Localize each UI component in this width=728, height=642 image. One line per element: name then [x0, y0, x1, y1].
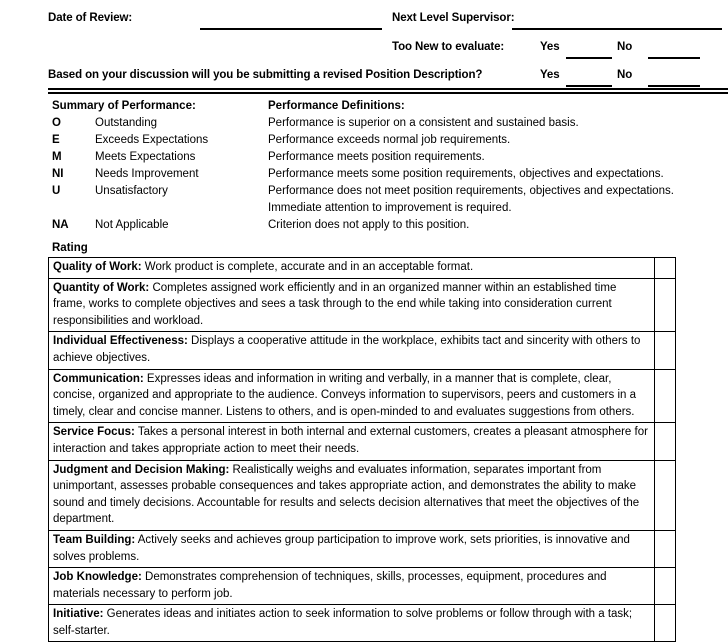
- definition-term: Outstanding: [95, 117, 158, 129]
- criterion-cell: [49, 278, 655, 332]
- criterion-title: Individual Effectiveness:: [53, 335, 188, 348]
- definition-row: [0, 168, 728, 185]
- too-new-yes-checkbox-line[interactable]: [566, 57, 612, 59]
- criterion-cell: [49, 258, 655, 279]
- criterion-cell: [49, 369, 655, 423]
- criterion-title: Quantity of Work:: [53, 281, 150, 294]
- definitions-header-row: [0, 100, 728, 117]
- definition-row: [0, 185, 728, 202]
- criterion-text: Takes a personal interest in both internal and external customers, creates a pleasant atmosphere for interaction and takes appropriate action to meet their needs.: [53, 426, 648, 455]
- definition-description: Immediate attention to improvement is required.: [268, 202, 512, 214]
- definition-term: Exceeds Expectations: [95, 134, 209, 146]
- criterion-text: Displays a cooperative attitude in the workplace, exhibits tact and sincerity with others to achieve objectives.: [53, 335, 641, 364]
- table-row: [49, 369, 676, 423]
- table-row: [49, 460, 676, 530]
- definition-description: Performance is superior on a consistent and sustained basis.: [268, 117, 579, 129]
- table-row: [49, 530, 676, 567]
- too-new-to-evaluate-label: Too New to evaluate:: [392, 41, 505, 53]
- criterion-score-cell[interactable]: [655, 530, 676, 567]
- criterion-title: Service Focus:: [53, 426, 135, 439]
- criterion-text: Realistically weighs and evaluates information, separates important from unimportant, assesses probable consequences and takes appropriate action, and demonstrates the ability to make sound and timely decisions. Accountable for results and selects decision alternatives that meet the objectives of the department.: [53, 463, 640, 526]
- next-level-supervisor-input-line[interactable]: [512, 28, 722, 30]
- definition-abbr: O: [52, 117, 61, 129]
- criterion-title: Job Knowledge:: [53, 571, 142, 584]
- definition-abbr: NA: [52, 219, 69, 231]
- definition-term: Unsatisfactory: [95, 185, 168, 197]
- criterion-score-cell[interactable]: [655, 568, 676, 605]
- date-of-review-label: Date of Review:: [48, 12, 133, 24]
- definition-abbr: U: [52, 185, 61, 197]
- rating-section-label: Rating: [52, 242, 88, 254]
- performance-definitions-heading: Performance Definitions:: [268, 100, 405, 112]
- divider-line-bottom: [48, 92, 728, 94]
- criterion-score-cell[interactable]: [655, 369, 676, 423]
- criterion-score-cell[interactable]: [655, 423, 676, 460]
- definition-abbr: E: [52, 134, 60, 146]
- criterion-text: Work product is complete, accurate and in an acceptable format.: [141, 261, 474, 273]
- definition-row: [0, 117, 728, 134]
- criterion-score-cell[interactable]: [655, 278, 676, 332]
- criterion-title: Quality of Work:: [53, 261, 142, 273]
- rating-table-body: [49, 258, 676, 642]
- definition-abbr: M: [52, 151, 62, 163]
- definition-description: Criterion does not apply to this position.: [268, 219, 470, 231]
- definition-row: [0, 134, 728, 151]
- table-row: [49, 605, 676, 642]
- criterion-title: Communication:: [53, 372, 144, 385]
- too-new-no-checkbox-line[interactable]: [648, 57, 700, 59]
- too-new-no-label: No: [617, 41, 633, 53]
- table-row: [49, 568, 676, 605]
- criterion-title: Initiative:: [53, 608, 104, 621]
- criterion-cell: [49, 332, 655, 369]
- definition-row: [0, 219, 728, 236]
- date-of-review-input-line[interactable]: [200, 28, 382, 30]
- criterion-cell: [49, 605, 655, 642]
- table-row: [49, 423, 676, 460]
- definition-term: Not Applicable: [95, 219, 169, 231]
- criterion-cell: [49, 568, 655, 605]
- next-level-supervisor-label: Next Level Supervisor:: [392, 12, 515, 24]
- criterion-text: Expresses ideas and information in writing and verbally, in a manner that is complete, clear, concise, organized and appropriate to the audience. Conveys information to supervisors, peers and customers in a timely, clear and concise manner. Listens to others, and is open-minded to and evaluates suggestions from others.: [53, 372, 636, 418]
- criterion-cell: [49, 460, 655, 530]
- criterion-text: Actively seeks and achieves group participation to improve work, sets priorities, is innovative and solves problems.: [53, 533, 630, 563]
- form-header: [0, 0, 728, 88]
- criterion-cell: [49, 423, 655, 460]
- performance-definitions-section: [0, 100, 728, 236]
- criterion-text: Demonstrates comprehension of techniques, skills, processes, equipment, procedures and materials necessary to perform job.: [53, 571, 607, 600]
- rating-criteria-table: [48, 257, 676, 642]
- table-row: [49, 278, 676, 332]
- criterion-title: Judgment and Decision Making:: [53, 463, 230, 476]
- revised-position-description-question: Based on your discussion will you be submitting a revised Position Description?: [48, 69, 483, 81]
- definition-description: Performance does not meet position requirements, objectives and expectations.: [268, 185, 674, 197]
- definition-term: Meets Expectations: [95, 151, 196, 163]
- definition-row-continuation: [0, 202, 728, 219]
- revised-pd-no-label: No: [617, 69, 633, 81]
- criterion-score-cell[interactable]: [655, 605, 676, 642]
- revised-pd-yes-checkbox-line[interactable]: [566, 85, 612, 87]
- summary-of-performance-heading: Summary of Performance:: [52, 100, 196, 112]
- criterion-score-cell[interactable]: [655, 258, 676, 279]
- criterion-score-cell[interactable]: [655, 332, 676, 369]
- criterion-title: Team Building:: [53, 533, 136, 546]
- criterion-text: Generates ideas and initiates action to seek information to solve problems or follow through with a task; self-starter.: [53, 608, 633, 637]
- definition-description: Performance exceeds normal job requirements.: [268, 134, 511, 146]
- revised-pd-yes-label: Yes: [540, 69, 560, 81]
- definition-term: Needs Improvement: [95, 168, 199, 180]
- table-row: [49, 332, 676, 369]
- table-row: [49, 258, 676, 279]
- criterion-text: Completes assigned work efficiently and in an organized manner within an established time frame, works to complete objectives and sees a task through to the end while taking into consideration current responsibilities and workload.: [53, 281, 617, 327]
- criterion-score-cell[interactable]: [655, 460, 676, 530]
- definition-abbr: NI: [52, 168, 64, 180]
- definition-description: Performance meets some position requirements, objectives and expectations.: [268, 168, 664, 180]
- definition-row: [0, 151, 728, 168]
- too-new-yes-label: Yes: [540, 41, 560, 53]
- definition-description: Performance meets position requirements.: [268, 151, 485, 163]
- revised-pd-no-checkbox-line[interactable]: [648, 85, 700, 87]
- criterion-cell: [49, 530, 655, 567]
- divider-line-top: [48, 88, 728, 90]
